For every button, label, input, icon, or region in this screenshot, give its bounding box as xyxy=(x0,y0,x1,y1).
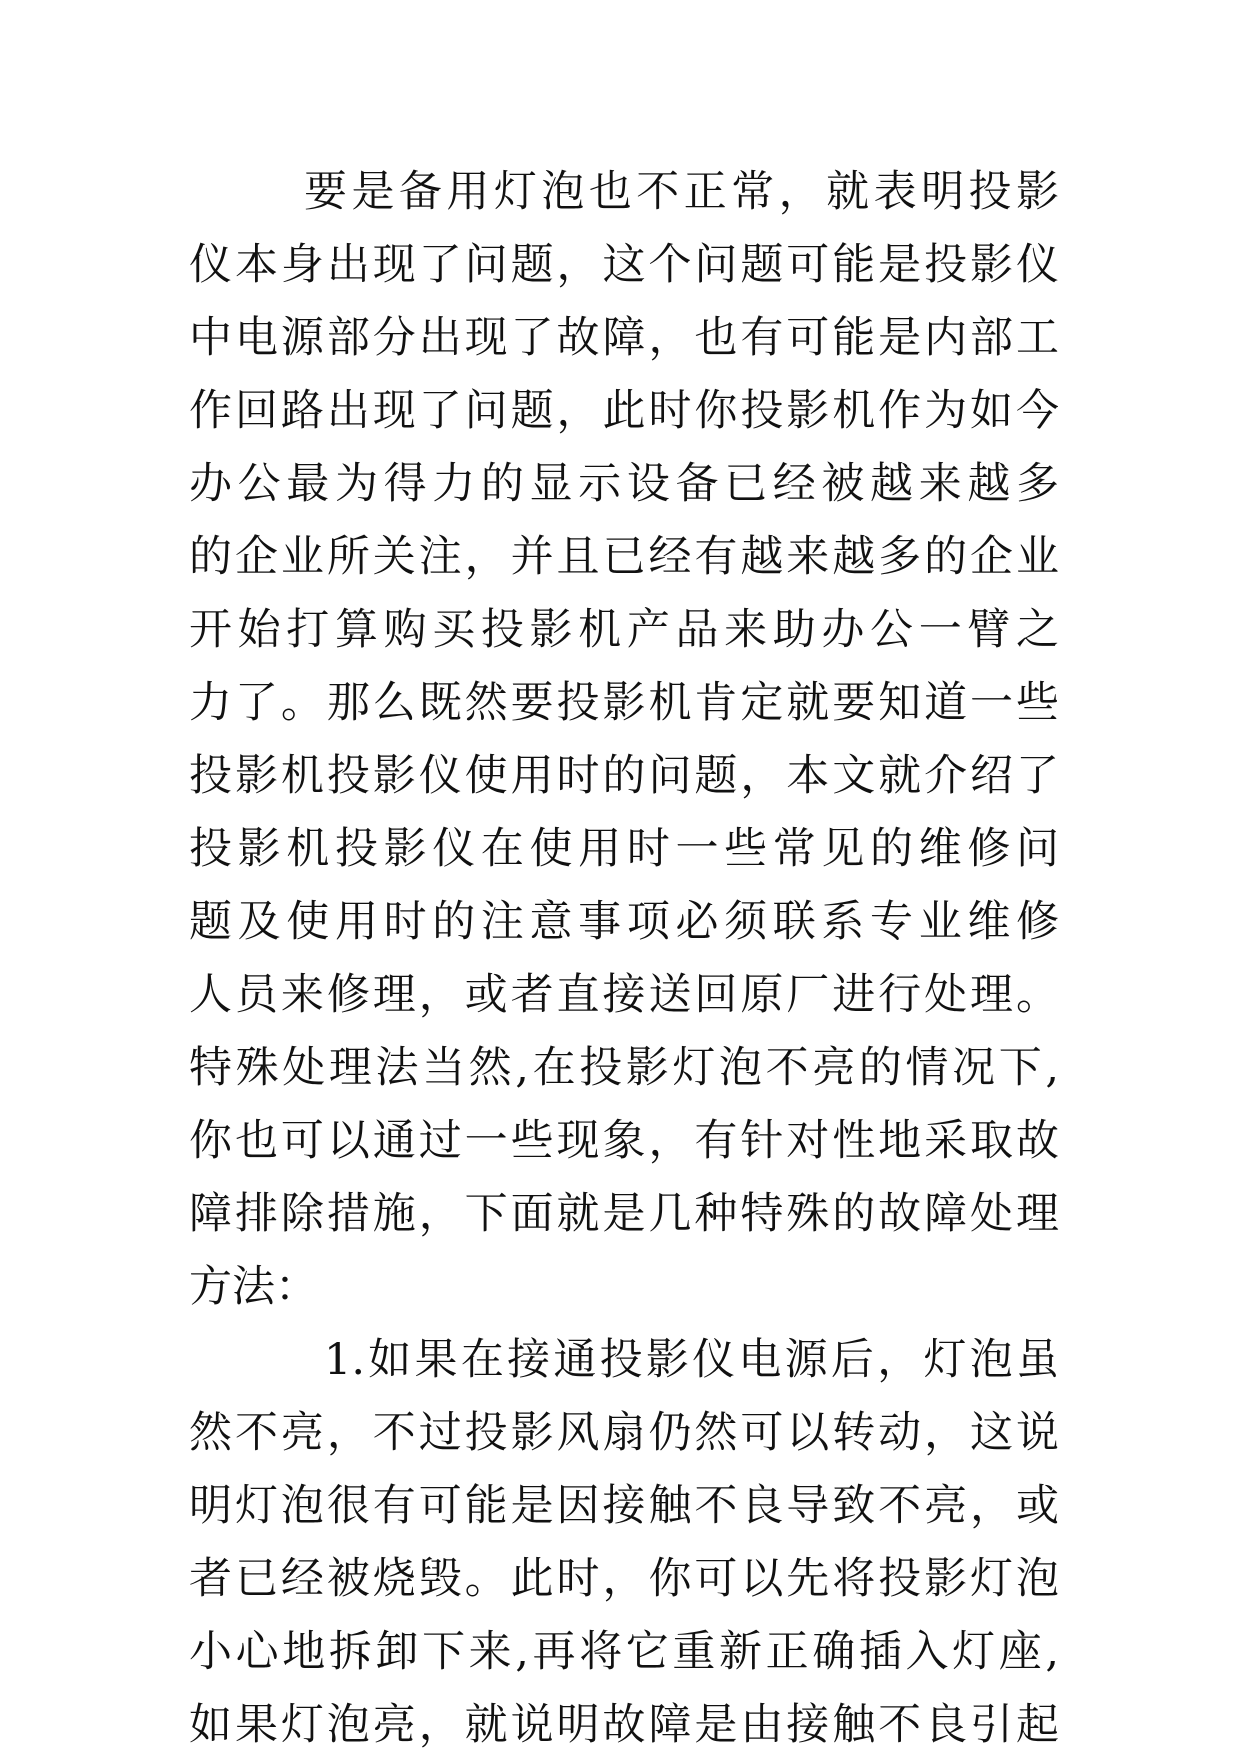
text-line: 开始打算购买投影机产品来助办公一臂之 xyxy=(189,605,1059,655)
text-line: 小心地拆卸下来,再将它重新正确插入灯座, xyxy=(189,1627,1059,1677)
text-line: 然不亮，不过投影风扇仍然可以转动，这说 xyxy=(189,1408,1059,1458)
text-line: 投影机投影仪使用时的问题，本文就介绍了 xyxy=(189,751,1059,801)
text-line: 的企业所关注，并且已经有越来越多的企业 xyxy=(189,532,1059,582)
text-line: 要是备用灯泡也不正常，就表明投影 xyxy=(304,167,1059,217)
text-line: 作回路出现了问题，此时你投影机作为如今 xyxy=(189,386,1059,436)
text-line: 你也可以通过一些现象，有针对性地采取故 xyxy=(189,1116,1059,1166)
text-line: 方法： xyxy=(189,1262,318,1312)
text-line: 者已经被烧毁。此时，你可以先将投影灯泡 xyxy=(189,1554,1059,1604)
text-line: 中电源部分出现了故障，也有可能是内部工 xyxy=(189,313,1059,363)
text-line: 投影机投影仪在使用时一些常见的维修问 xyxy=(189,824,1059,874)
text-line: 障排除措施，下面就是几种特殊的故障处理 xyxy=(189,1189,1059,1239)
text-line: 如果灯泡亮，就说明故障是由接触不良引起 xyxy=(189,1700,1059,1750)
text-line: 明灯泡很有可能是因接触不良导致不亮，或 xyxy=(189,1481,1059,1531)
text-line: 特殊处理法当然,在投影灯泡不亮的情况下, xyxy=(189,1043,1059,1093)
text-line: 办公最为得力的显示设备已经被越来越多 xyxy=(189,459,1059,509)
text-line: 题及使用时的注意事项必须联系专业维修 xyxy=(189,897,1059,947)
text-line: 人员来修理，或者直接送回原厂进行处理。 xyxy=(189,970,1059,1020)
body-text xyxy=(189,156,1059,1762)
text-line: 力了。那么既然要投影机肯定就要知道一些 xyxy=(189,678,1059,728)
text-line: 仪本身出现了问题，这个问题可能是投影仪 xyxy=(189,240,1059,290)
text-line: 1.如果在接通投影仪电源后，灯泡虽 xyxy=(324,1335,1059,1385)
